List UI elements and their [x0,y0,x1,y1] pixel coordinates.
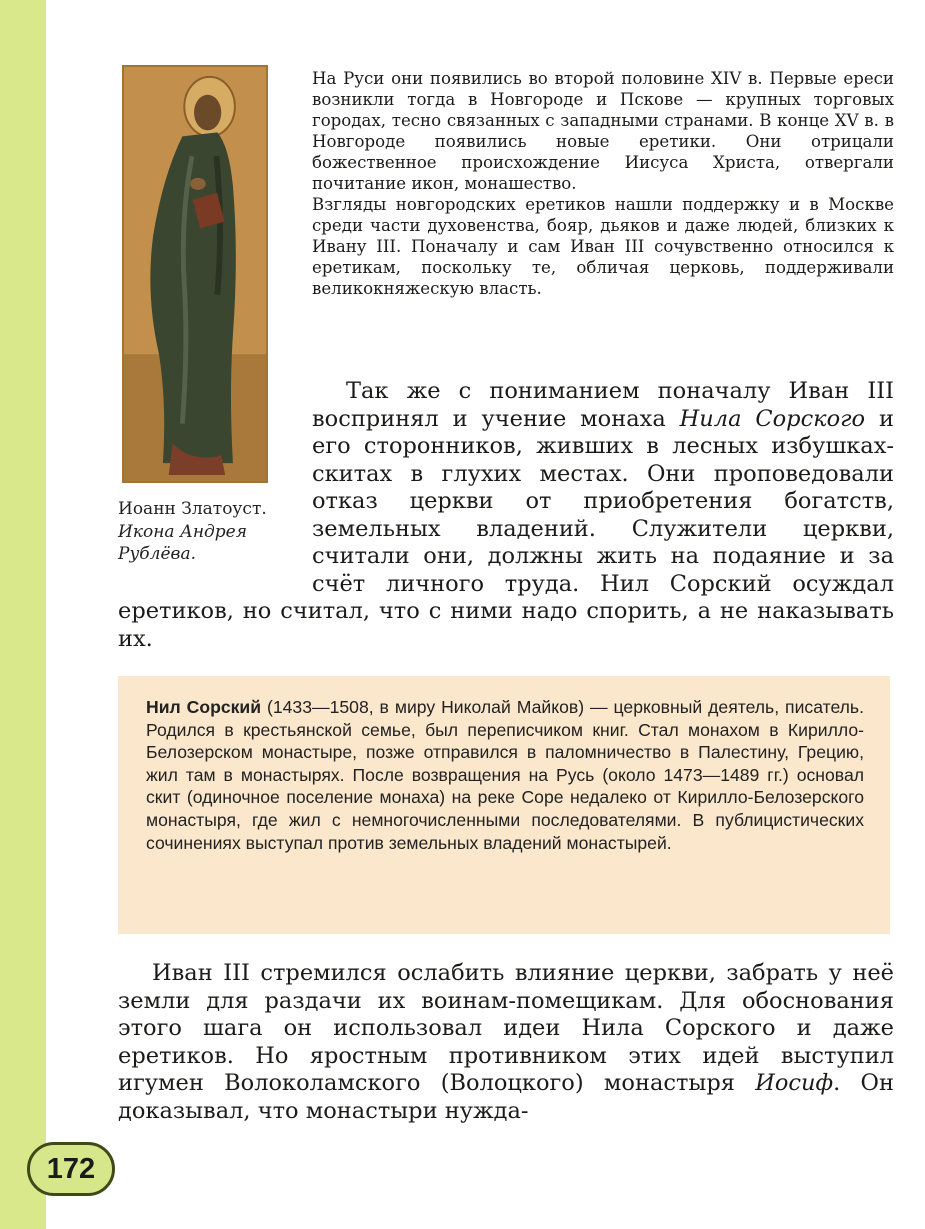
small-text-block [312,68,894,299]
paragraph-heresy-support: Взгляды новгородских еретиков нашли поддержку и в Москве среди части духовенства, бояр, дьяков и даже людей, близких к Ивану III. Поначалу и сам Иван III сочувственно относился к еретикам, поскольку те, обличая церковь, поддерживали великокняжескую власть. [312,195,894,298]
paragraph-ivan-church [118,960,894,1125]
bottom-text-block [118,960,894,1125]
biography-infobox [118,676,890,934]
paragraph-ivan-church-end: . Он доказывал, что монастыри нужда- [118,1070,894,1124]
caption-float-space [118,378,312,598]
caption-author-name: Рублёва. [118,544,196,564]
name-nil-sorsky: Нила Сорского [679,405,866,432]
caption-title: Иоанн Златоуст. [118,499,267,519]
main-text-block [118,378,894,653]
paragraph-nil-sorsky-start: Так же с пониманием поначалу Иван III воспринял и учение монаха [312,378,894,432]
page-number: 172 [27,1142,115,1196]
paragraph-ivan-church-start: Иван III стремился ослабить влияние церкви, забрать у неё земли для раздачи их воинам-помещикам. Для обоснования этого шага он использовал идеи Нила Сорского и даже еретиков. Но яростным противником этих идей выступил игумен Волоколамского (Волоцкого) монастыря [118,960,894,1096]
page-margin-strip [0,0,46,1229]
infobox-text: (1433—1508, в миру Николай Майков) — церковный деятель, писатель. Родился в крестьянской семье, был переписчиком книг. Стал монахом в Кирилло-Белозерском монастыре, позже отправился в паломничество в Палестину, Грецию, жил там в монастырях. После возвращения на Русь (около 1473—1489 гг.) основал скит (одиночное поселение монаха) на реке Соре недалеко от Кирилло-Белозерского монастыря, где жил с немногочисленными последователями. В публицистических сочинениях выступал против земельных владений монастырей. [146,697,864,853]
name-iosif: Иосиф [755,1070,834,1096]
caption-author-line: Икона Андрея [118,521,247,542]
paragraph-nil-sorsky-end: и его сторонников, живших в лесных избушках-скитах в глухих местах. Они проповедовали отказ церкви от приобретения богатств, земельных владений. Служители церкви, считали они, должны жить на подаяние и за счёт личного труда. Нил Сорский осуждал еретиков, но считал, что с ними надо спорить, а не наказывать их. [118,405,894,652]
infobox-term: Нил Сорский [146,697,262,717]
paragraph-heresy-origin: На Руси они появились во второй половине XIV в. Первые ереси возникли тогда в Новгороде и Пскове — крупных торговых городах, тесно связанных с западными странами. В конце XV в. в Новгороде появились новые еретики. Они отрицали божественное происхождение Иисуса Христа, отвергали почитание икон, монашество. [312,69,894,193]
